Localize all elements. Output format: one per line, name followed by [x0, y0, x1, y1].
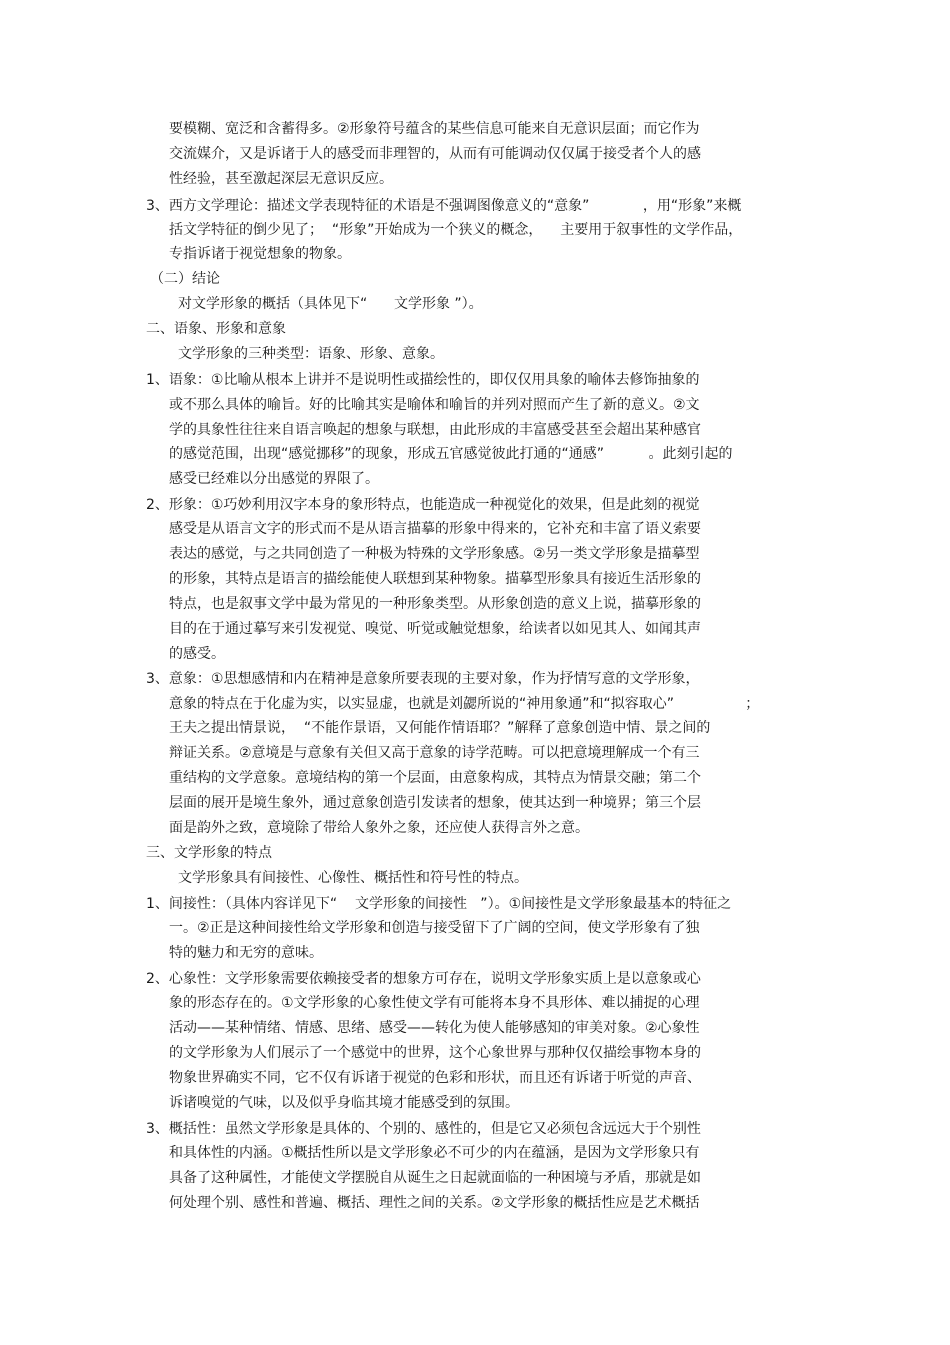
text-line: 学的具象性往往来自语言唤起的想象与联想，由此形成的丰富感受甚至会超出某种感官: [169, 422, 701, 438]
text-line: 或不那么具体的喻旨。好的比喻其实是喻体和喻旨的并列对照而产生了新的意义。②文: [169, 397, 700, 413]
section-heading: （二）结论: [150, 271, 220, 287]
text-line: 的文学形象为人们展示了一个感觉中的世界，这个心象世界与那种仅仅描绘事物本身的: [169, 1045, 701, 1061]
text-line: 何处理个别、感性和普遍、概括、理性之间的关系。②文学形象的概括性应是艺术概括: [169, 1195, 700, 1211]
text-line: 和具体性的内涵。①概括性所以是文学形象必不可少的内在蕴涵，是因为文学形象只有: [169, 1145, 700, 1161]
text-line: 王夫之提出情景说， “不能作景语，又何能作情语耶？”解释了意象创造中情、景之间的: [169, 720, 711, 736]
text-line: 面是韵外之致，意境除了带给人象外之象，还应使人获得言外之意。: [169, 820, 589, 836]
text-line: 的感觉范围，出现“感觉挪移”的现象，形成五官感觉彼此打通的“通感” 。此刻引起的: [169, 446, 733, 462]
section-heading: 三、文学形象的特点: [146, 845, 272, 861]
text-line: 象的形态存在的。①文学形象的心象性使文学有可能将本身不具形体、难以捕捉的心理: [169, 995, 700, 1011]
text-line: 特的魅力和无穷的意味。: [169, 945, 323, 961]
text-line: 层面的展开是境生象外，通过意象创造引发读者的想象，使其达到一种境界；第三个层: [169, 795, 701, 811]
text-line: 对文学形象的概括（具体见下“ 文学形象 ”）。: [178, 296, 483, 312]
text-line: 特点，也是叙事文学中最为常见的一种形象类型。从形象创造的意义上说，描摹形象的: [169, 596, 701, 612]
list-item: 1、间接性：（具体内容详见下“ 文学形象的间接性 ”）。①间接性是文学形象最基本的特征之: [146, 896, 732, 912]
text-line: 重结构的文学意象。意境结构的第一个层面，由意象构成，其特点为情景交融；第二个: [169, 770, 701, 786]
list-item: 3、意象：①思想感情和内在精神是意象所要表现的主要对象，作为抒情写意的文学形象，: [146, 671, 700, 687]
list-item: 3、概括性：虽然文学形象是具体的、个别的、感性的，但是它又必须包含远远大于个别性: [146, 1121, 701, 1137]
text-line: 意象的特点在于化虚为实，以实显虚，也就是刘勰所说的“神用象通”和“拟容取心” ；: [169, 696, 760, 712]
text-line: 要模糊、宽泛和含蓄得多。②形象符号蕴含的某些信息可能来自无意识层面；而它作为: [169, 121, 700, 137]
list-item: 1、语象：①比喻从根本上讲并不是说明性或描绘性的，即仅仅用具象的喻体去修饰抽象的: [146, 372, 700, 388]
section-heading: 二、语象、形象和意象: [146, 321, 286, 337]
list-item: 3、西方文学理论：描述文学表现特征的术语是不强调图像意义的“意象” ，用“形象”来概: [146, 198, 742, 214]
text-line: 括文学特征的倒少见了； “形象”开始成为一个狭义的概念， 主要用于叙事性的文学作品，: [169, 222, 743, 238]
text-line: 一。②正是这种间接性给文学形象和创造与接受留下了广阔的空间，使文学形象有了独: [169, 920, 700, 936]
text-line: 活动——某种情绪、情感、思绪、感受——转化为使人能够感知的审美对象。②心象性: [169, 1020, 700, 1036]
text-line: 专指诉诸于视觉想象的物象。: [169, 246, 351, 262]
text-line: 感受是从语言文字的形式而不是从语言描摹的形象中得来的，它补充和丰富了语义索要: [169, 521, 701, 537]
text-line: 的形象，其特点是语言的描绘能使人联想到某种物象。描摹型形象具有接近生活形象的: [169, 571, 701, 587]
text-line: 文学形象具有间接性、心像性、概括性和符号性的特点。: [178, 870, 528, 886]
list-item: 2、形象：①巧妙利用汉字本身的象形特点，也能造成一种视觉化的效果，但是此刻的视觉: [146, 497, 700, 513]
text-line: 具备了这种属性，才能使文学摆脱自从诞生之日起就面临的一种困境与矛盾，那就是如: [169, 1170, 701, 1186]
text-line: 交流媒介，又是诉诸于人的感受而非理智的，从而有可能调动仅仅属于接受者个人的感: [169, 146, 701, 162]
text-line: 感受已经难以分出感觉的界限了。: [169, 471, 379, 487]
list-item: 2、心象性：文学形象需要依赖接受者的想象方可存在，说明文学形象实质上是以意象或心: [146, 971, 701, 987]
text-line: 表达的感觉，与之共同创造了一种极为特殊的文学形象感。②另一类文学形象是描摹型: [169, 546, 700, 562]
text-line: 性经验，甚至激起深层无意识反应。: [169, 171, 393, 187]
text-line: 物象世界确实不同，它不仅有诉诸于视觉的色彩和形状，而且还有诉诸于听觉的声音、: [169, 1070, 701, 1086]
text-line: 文学形象的三种类型：语象、形象、意象。: [178, 346, 444, 362]
text-line: 的感受。: [169, 646, 225, 662]
text-line: 辩证关系。②意境是与意象有关但又高于意象的诗学范畴。可以把意境理解成一个有三: [169, 745, 700, 761]
text-line: 诉诸嗅觉的气味，以及似乎身临其境才能感受到的氛围。: [169, 1095, 519, 1111]
text-line: 目的在于通过摹写来引发视觉、嗅觉、听觉或触觉想象，给读者以如见其人、如闻其声: [169, 621, 701, 637]
